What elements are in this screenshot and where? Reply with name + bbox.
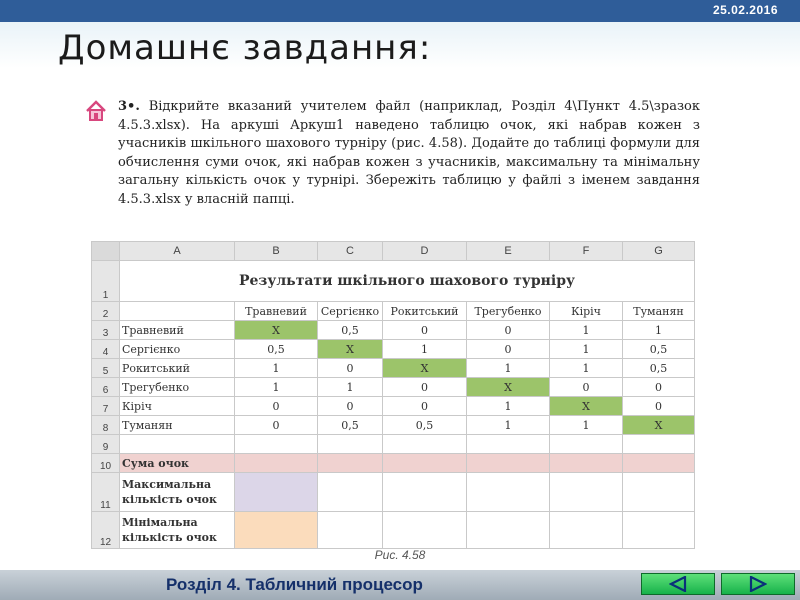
column-header-a[interactable]: A [120,242,235,261]
table-row [92,261,695,302]
score-cell[interactable]: 0,5 [318,416,383,435]
section-title: Розділ 4. Табличний процесор [166,575,423,594]
spreadsheet [91,241,694,548]
house-icon [84,99,108,123]
cell[interactable] [550,435,623,454]
score-cell[interactable]: 1 [467,397,550,416]
header-cell[interactable]: Сергієнко [318,302,383,321]
table-row [92,302,695,321]
sum-cell[interactable] [623,454,695,473]
figure-caption: Рис. 4.58 [374,548,426,562]
score-cell[interactable]: X [550,397,623,416]
score-cell[interactable]: 0 [235,416,318,435]
cell[interactable] [383,512,467,549]
cell[interactable] [120,435,235,454]
cell[interactable] [318,512,383,549]
max-label-cell[interactable]: Максимальна кількість очок [120,473,235,512]
header-cell[interactable]: Туманян [623,302,695,321]
player-name-cell[interactable]: Сергієнко [120,340,235,359]
cell[interactable] [383,473,467,512]
header-cell[interactable]: Травневий [235,302,318,321]
score-cell[interactable]: 0 [383,378,467,397]
sum-cell[interactable] [383,454,467,473]
table-row [92,473,695,512]
score-cell[interactable]: 1 [318,378,383,397]
row-header[interactable]: 9 [92,435,120,454]
spreadsheet-table [91,241,695,549]
score-cell[interactable]: 1 [550,416,623,435]
player-name-cell[interactable]: Трегубенко [120,378,235,397]
task-body: Відкрийте вказаний учителем файл (наприклад, Розділ 4\Пункт 4.5\зразок 4.5.3.xlsx). На аркуші Аркуш1 наведено таблицю очок, які набрав кожен з учасників шкільного шахового турніру (рис. 4.58). Додайте до таблиці формули для обчислення суми очок, які набрав кожен з учасників, максимальну та мінімальну загальну кількість очок у турнірі. Збережіть таблицю у файлі з іменем завдання 4.5.3.xlsx у власній папці. [118,99,700,207]
row-header[interactable]: 8 [92,416,120,435]
score-cell[interactable]: X [318,340,383,359]
cell[interactable] [467,512,550,549]
table-row [92,340,695,359]
score-cell[interactable]: 0,5 [318,321,383,340]
score-cell[interactable]: 1 [383,340,467,359]
score-cell[interactable]: 0,5 [623,359,695,378]
header-cell[interactable]: Трегубенко [467,302,550,321]
row-header[interactable]: 1 [92,261,120,302]
cell[interactable] [318,473,383,512]
column-header-row [92,242,695,261]
cell[interactable] [623,512,695,549]
sum-label-cell[interactable]: Сума очок [120,454,235,473]
score-cell[interactable]: 0,5 [235,340,318,359]
score-cell[interactable]: 0 [318,397,383,416]
header-cell[interactable]: Рокитський [383,302,467,321]
score-cell[interactable]: X [467,378,550,397]
cell[interactable] [467,435,550,454]
page-title: Домашнє завдання: [58,28,432,68]
score-cell[interactable]: X [623,416,695,435]
min-value-cell[interactable] [235,512,318,549]
column-header-e[interactable]: E [467,242,550,261]
sum-cell[interactable] [550,454,623,473]
score-cell[interactable]: 0 [550,378,623,397]
sum-cell[interactable] [235,454,318,473]
row-header[interactable]: 10 [92,454,120,473]
score-cell[interactable]: 0 [467,340,550,359]
score-cell[interactable]: 1 [550,359,623,378]
column-header-c[interactable]: C [318,242,383,261]
cell[interactable] [318,435,383,454]
table-row [92,359,695,378]
row-header[interactable]: 6 [92,378,120,397]
triangle-left-icon [669,576,687,592]
cell[interactable] [550,512,623,549]
score-cell[interactable]: 0 [383,321,467,340]
table-row [92,321,695,340]
row-header[interactable]: 2 [92,302,120,321]
next-slide-button[interactable] [721,573,795,595]
column-header-d[interactable]: D [383,242,467,261]
cell[interactable] [383,435,467,454]
cell[interactable] [623,435,695,454]
score-cell[interactable]: 0,5 [623,340,695,359]
top-bar [0,0,800,22]
score-cell[interactable]: 1 [550,321,623,340]
table-row [92,378,695,397]
max-value-cell[interactable] [235,473,318,512]
date-label: 25.02.2016 [712,3,778,17]
player-name-cell[interactable]: Рокитський [120,359,235,378]
column-header-g[interactable]: G [623,242,695,261]
table-row [92,397,695,416]
table-row [92,512,695,549]
score-cell[interactable]: 1 [623,321,695,340]
score-cell[interactable]: 0 [623,378,695,397]
row-header[interactable]: 4 [92,340,120,359]
score-cell[interactable]: 0 [623,397,695,416]
table-row [92,416,695,435]
score-cell[interactable]: 0,5 [383,416,467,435]
cell[interactable] [235,435,318,454]
column-header-b[interactable]: B [235,242,318,261]
score-cell[interactable]: 0 [383,397,467,416]
sum-cell[interactable] [318,454,383,473]
score-cell[interactable]: 1 [235,378,318,397]
row-header[interactable]: 11 [92,473,120,512]
table-row [92,454,695,473]
score-cell[interactable]: 1 [467,359,550,378]
row-header[interactable]: 5 [92,359,120,378]
task-number: 3•. [118,99,140,114]
column-header-f[interactable]: F [550,242,623,261]
row-header[interactable]: 7 [92,397,120,416]
table-row [92,435,695,454]
cell[interactable] [550,473,623,512]
score-cell[interactable]: 0 [235,397,318,416]
score-cell[interactable]: 1 [550,340,623,359]
score-cell[interactable]: X [235,321,318,340]
min-label-cell[interactable]: Мінімальна кількість очок [120,512,235,549]
header-cell[interactable]: Кіріч [550,302,623,321]
score-cell[interactable]: 0 [318,359,383,378]
player-name-cell[interactable]: Кіріч [120,397,235,416]
previous-slide-button[interactable] [641,573,715,595]
sum-cell[interactable] [467,454,550,473]
row-header[interactable]: 12 [92,512,120,549]
score-cell[interactable]: X [383,359,467,378]
score-cell[interactable]: 0 [467,321,550,340]
player-name-cell[interactable]: Туманян [120,416,235,435]
player-name-cell[interactable]: Травневий [120,321,235,340]
row-header[interactable]: 3 [92,321,120,340]
score-cell[interactable]: 1 [235,359,318,378]
triangle-right-icon [749,576,767,592]
cell[interactable] [120,302,235,321]
task-text [118,98,700,210]
score-cell[interactable]: 1 [467,416,550,435]
cell[interactable] [467,473,550,512]
sheet-title-cell[interactable]: Результати шкільного шахового турніру [120,261,695,302]
cell[interactable] [623,473,695,512]
select-all-corner[interactable] [92,242,120,261]
